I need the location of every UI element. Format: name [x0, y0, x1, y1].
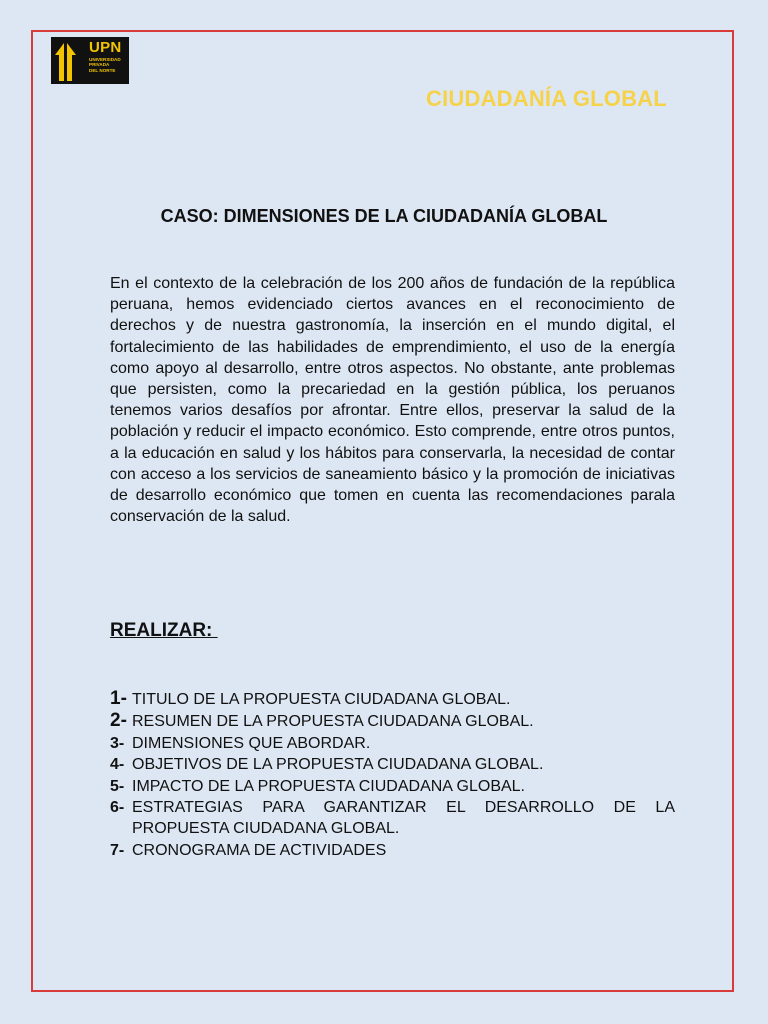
task-item [110, 754, 675, 775]
upn-logo [51, 37, 129, 84]
task-item [110, 710, 675, 732]
task-number: 5- [110, 777, 125, 795]
task-number: 2- [110, 710, 127, 732]
realizar-heading: REALIZAR: [110, 620, 218, 641]
case-title: CASO: DIMENSIONES DE LA CIUDADANÍA GLOBAL [160, 206, 608, 226]
task-number: 3- [110, 734, 125, 752]
task-item [110, 840, 675, 861]
task-text: OBJETIVOS DE LA PROPUESTA CIUDADANA GLOBAL. [132, 756, 544, 774]
task-text: ESTRATEGIAS PARA GARANTIZAR EL DESARROLLO DE LA PROPUESTA CIUDADANA GLOBAL. [132, 799, 675, 838]
task-item [110, 688, 675, 710]
logo-subtitle: UNIVERSIDAD PRIVADA DEL NORTE [89, 57, 121, 73]
task-text: IMPACTO DE LA PROPUESTA CIUDADANA GLOBAL. [132, 777, 525, 795]
task-number: 1- [110, 688, 127, 709]
header-title: CIUDADANÍA GLOBAL [426, 86, 667, 111]
task-text: CRONOGRAMA DE ACTIVIDADES [132, 841, 387, 859]
task-item [110, 733, 675, 754]
task-item [110, 797, 675, 840]
task-text: TITULO DE LA PROPUESTA CIUDADANA GLOBAL. [132, 691, 511, 708]
task-list [110, 688, 675, 861]
task-number: 7- [110, 841, 125, 859]
task-number: 6- [110, 799, 125, 817]
task-number: 4- [110, 756, 125, 774]
task-item [110, 776, 675, 797]
upn-arrow-logo-icon [51, 37, 87, 84]
task-text: DIMENSIONES QUE ABORDAR. [132, 734, 371, 752]
case-description: En el contexto de la celebración de los 200 años de fundación de la república peruana, hemos evidenciado ciertos avances en el reconocimiento de derechos y de nuestra gastronomía, la inserción en el mundo digital, el fortalecimiento de las habilidades de emprendimiento, el uso de la energía como apoyo al desarrollo, entre otros aspectos. No obstante, ante problemas que persisten, como la precariedad en la gestión pública, los peruanos tenemos varios desafíos por afrontar. Entre ellos, preservar la salud de la población y reducir el impacto económico. Esto comprende, entre otros puntos, a la educación en salud y los hábitos para conservarla, la necesidad de contar con acceso a los servicios de saneamiento básico y la promoción de iniciativas de desarrollo económico que tomen en cuenta las recomendaciones parala conservación de la salud. [110, 275, 675, 526]
task-text: RESUMEN DE LA PROPUESTA CIUDADANA GLOBAL. [132, 713, 534, 731]
logo-name: UPN [89, 39, 122, 56]
